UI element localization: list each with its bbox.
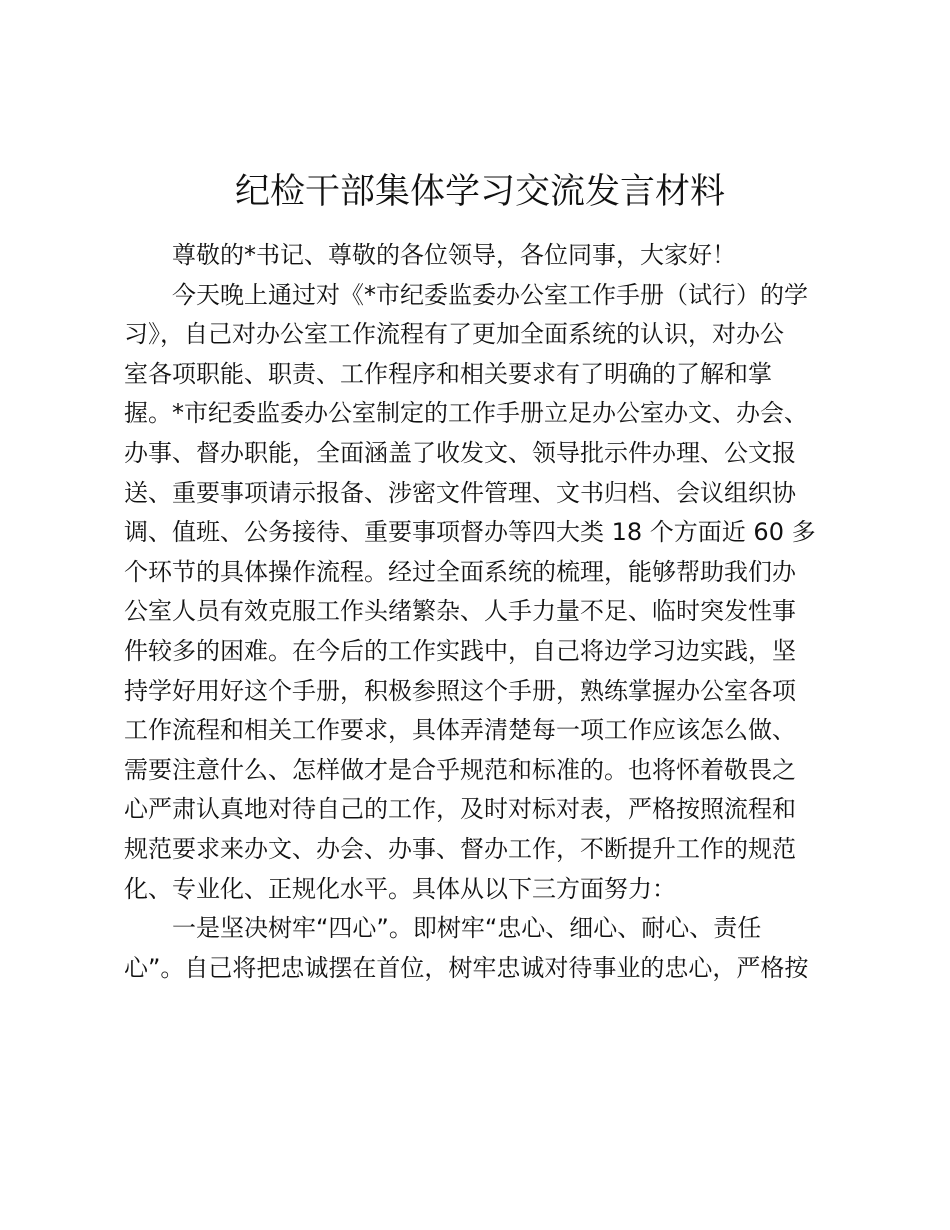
body-line: 心严肃认真地对待自己的工作，及时对标对表，严格按照流程和 (124, 795, 796, 824)
body-line: 调、值班、公务接待、重要事项督办等四大类 18 个方面近 60 多 (124, 518, 816, 547)
body-line: 尊敬的*书记、尊敬的各位领导，各位同事，大家好！ (172, 241, 736, 269)
body-line: 办事、督办职能，全面涵盖了收发文、领导批示件办理、公文报 (124, 438, 796, 467)
body-line: 工作流程和相关工作要求，具体弄清楚每一项工作应该怎么做、 (124, 716, 796, 745)
body-line: 一是坚决树牢“四心”。即树牢“忠心、细心、耐心、责任 (172, 914, 762, 943)
body-line: 心”。自己将把忠诚摆在首位，树牢忠诚对待事业的忠心，严格按 (124, 953, 809, 982)
body-line: 个环节的具体操作流程。经过全面系统的梳理，能够帮助我们办 (124, 557, 796, 586)
document-title: 纪检干部集体学习交流发言材料 (234, 172, 725, 212)
body-line: 室各项职能、职责、工作程序和相关要求有了明确的了解和掌 (124, 359, 772, 388)
body-line: 今天晚上通过对《*市纪委监委办公室工作手册（试行）的学 (172, 280, 808, 309)
body-line: 握。*市纪委监委办公室制定的工作手册立足办公室办文、办会、 (124, 399, 808, 428)
body-line: 件较多的困难。在今后的工作实践中，自己将边学习边实践，坚 (124, 636, 796, 665)
document-body (124, 236, 836, 988)
body-line: 化、专业化、正规化水平。具体从以下三方面努力： (124, 874, 676, 903)
body-line: 公室人员有效克服工作头绪繁杂、人手力量不足、临时突发性事 (124, 597, 796, 626)
body-line: 送、重要事项请示报备、涉密文件管理、文书归档、会议组织协 (124, 478, 796, 507)
body-line: 持学好用好这个手册，积极参照这个手册，熟练掌握办公室各项 (124, 676, 796, 705)
body-line: 规范要求来办文、办会、办事、督办工作，不断提升工作的规范 (124, 834, 796, 863)
body-line: 需要注意什么、怎样做才是合乎规范和标准的。也将怀着敬畏之 (124, 755, 796, 784)
body-line: 习》，自己对办公室工作流程有了更加全面系统的认识，对办公 (124, 320, 784, 349)
